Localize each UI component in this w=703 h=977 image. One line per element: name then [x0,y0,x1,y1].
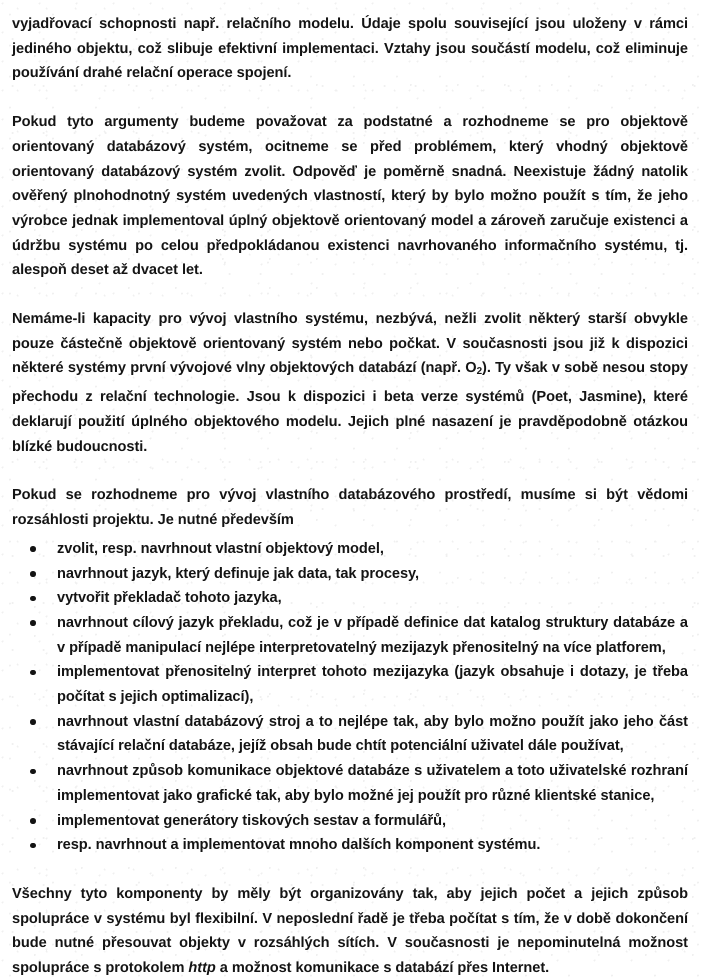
bullet-list-requirements [12,537,688,858]
list-item-label: navrhnout vlastní databázový stroj a to nejlépe tak, aby bylo možno použít jako jeho část stávající relační databáze, jejíž obsah bude chtít potenciální uživatel dále používat, [57,713,688,755]
document-body [12,12,688,977]
list-item [12,660,688,709]
bullet-dot-icon [30,596,36,602]
bullet-dot-icon [30,620,36,626]
list-item [12,809,688,834]
list-item-label: navrhnout jazyk, který definuje jak data, tak procesy, [57,565,420,582]
bullet-dot-icon [30,670,36,676]
list-item-label: zvolit, resp. navrhnout vlastní objektový model, [57,540,384,557]
paragraph-3 [12,307,688,459]
bullet-dot-icon [30,769,36,775]
paragraph-3-segment-text-a: Nemáme-li kapacity pro vývoj vlastního systému, nezbývá, nežli zvolit některý starší obvykle pouze částečně objektově orientovaný systém nebo počkat. V současnosti jsou již k dispozici některé systémy první vývojové vlny objektových databází (např. O [12,311,688,377]
list-item-label: navrhnout cílový jazyk překladu, což je v případě definice dat katalog struktury databáze a v případě manipulací nejlépe interpretovatelný mezijazyk přenositelný na více platforem, [57,614,688,656]
paragraph-4: Pokud se rozhodneme pro vývoj vlastního databázového prostředí, musíme si být vědomi rozsáhlosti projektu. Je nutné především [12,487,688,529]
bullet-dot-icon [30,571,36,577]
list-item-label: implementovat generátory tiskových sestav a formulářů, [57,812,447,829]
paragraph-1: vyjadřovací schopnosti např. relačního modelu. Údaje spolu související jsou uloženy v rámci jediného objektu, což slibuje efektivní implementaci. Vztahy jsou součástí modelu, což eliminuje používání drahé relační operace spojení. [12,16,688,82]
list-item [12,759,688,808]
list-item [12,537,688,562]
paragraph-5 [12,882,688,977]
list-item-label: navrhnout způsob komunikace objektové databáze s uživatelem a toto uživatelské rozhraní implementovat jako grafické tak, aby bylo možné jej použít pro různé klientské stanice, [57,763,688,804]
list-item [12,586,688,611]
list-item-label: implementovat přenositelný interpret tohoto mezijazyka (jazyk obsahuje i dotazy, je třeba počítat s jejich optimalizací), [57,664,688,706]
list-item-label: vytvořit překladač tohoto jazyka, [57,590,282,607]
paragraph-2: Pokud tyto argumenty budeme považovat za podstatné a rozhodneme se pro objektově orientovaný databázový systém, ocitneme se před problémem, který vhodný objektově orientovaný databázový systém zvolit. Odpověď je poměrně snadná. Neexistuje žádný natolik ověřený plnohodnotný systém uvedených vlastností, který by bylo možno použít s tím, že jeho výrobce jednak implementoval úplný objektově orientovaný model a zároveň zaručuje existenci a údržbu systému po celou předpokládanou existenci navrhovaného informačního systému, tj. alespoň deset až dvacet let. [12,114,688,279]
list-item [12,562,688,587]
list-item-label: resp. navrhnout a implementovat mnoho dalších komponent systému. [57,837,541,854]
bullet-dot-icon [30,546,36,552]
bullet-dot-icon [30,818,36,824]
list-item [12,611,688,660]
protocol-name-http: http [188,960,216,977]
list-item [12,833,688,858]
bullet-dot-icon [30,843,36,849]
list-item [12,710,688,759]
paragraph-5-segment-text-a: Všechny tyto komponenty by měly být organizovány tak, aby jejich počet a jejich způsob spolupráce v systému byl flexibilní. V neposlední řadě je třeba počítat s tím, že v době dokončení bude nutné přesouvat objekty v rozsáhlých sítích. V současnosti je nepominutelná možnost spolupráce s protokolem [12,885,688,977]
bullet-dot-icon [30,719,36,725]
subscript-o2: 2 [476,366,483,378]
paragraph-5-segment-text-b: a možnost komunikace s databází přes Internet. [215,960,550,977]
paragraph-3-segment-text-b: ). Ty však v sobě nesou stopy přechodu z relační technologie. Jsou k dispozici i beta verze systémů (Poet, Jasmine), které deklarují použití úplného objektového modelu. Jejich plné nasazení je pravděpodobně otázkou blízké budoucnosti. [12,360,688,455]
